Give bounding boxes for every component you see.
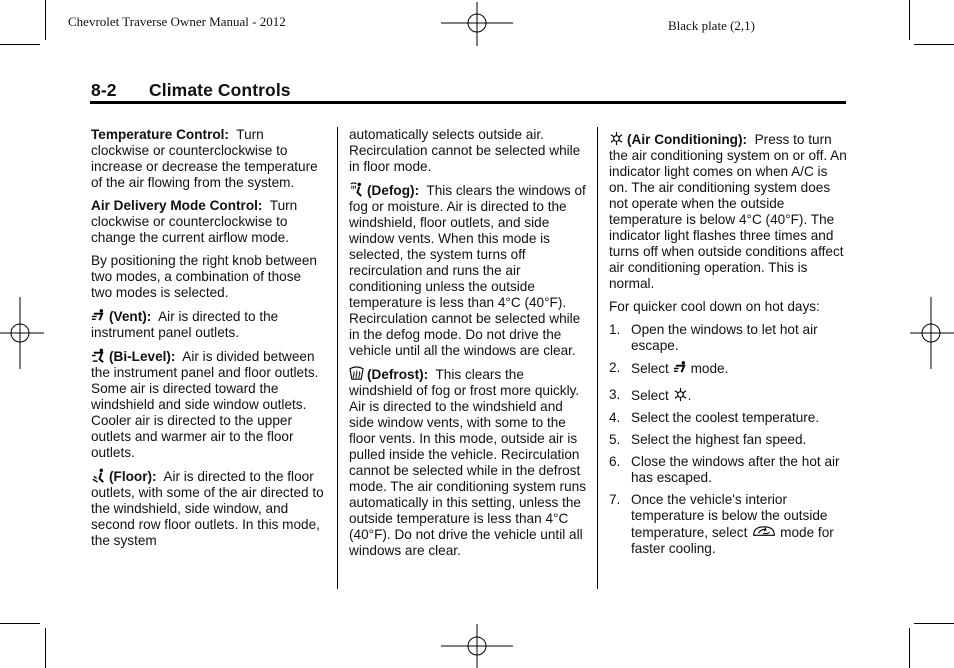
- column-2: [349, 127, 589, 566]
- step-number: 4.: [609, 410, 621, 425]
- bilevel-icon: [91, 348, 106, 363]
- step-text: Select the coolest temperature.: [631, 410, 820, 425]
- registration-mark-bottom: [441, 624, 513, 668]
- section-title: Climate Controls: [149, 80, 291, 100]
- paragraph-floor: [91, 468, 325, 549]
- step-text: Select: [631, 388, 669, 403]
- paragraph-vent: [91, 308, 325, 341]
- list-item: [609, 410, 849, 426]
- paragraph-quick-cool-intro: For quicker cool down on hot days:: [609, 299, 820, 314]
- list-item: [609, 432, 849, 448]
- term: (Floor):: [109, 469, 157, 484]
- step-number: 3.: [609, 387, 621, 402]
- registration-mark-left: [0, 297, 44, 369]
- step-number: 7.: [609, 492, 621, 507]
- list-item: [609, 454, 849, 486]
- section-heading: [91, 80, 291, 101]
- cool-down-steps: [609, 322, 849, 557]
- paragraph-defrost: [349, 366, 589, 559]
- term: (Defog):: [367, 183, 420, 198]
- crop-mark: [914, 623, 954, 624]
- step-text: Select the highest fan speed.: [631, 432, 807, 447]
- column-divider: [597, 127, 598, 589]
- section-number: 8-2: [91, 80, 117, 100]
- term: (Air Conditioning):: [627, 132, 748, 147]
- term: Temperature Control:: [91, 127, 229, 142]
- paragraph-bilevel: [91, 348, 325, 461]
- body-text: This clears the windshield of fog or frost more quickly. Air is directed to the windshield and side window vents, with some to the floor vents. In this mode, outside air is pulled inside the vehicle. Recirculation cannot be selected while in the defrost mode. The air conditioning system runs automatically in this setting, unless the outside temperature is less than 4°C (40°F). Do not drive the vehicle until all windows are clear.: [349, 367, 587, 558]
- step-number: 5.: [609, 432, 621, 447]
- step-number: 2.: [609, 360, 621, 375]
- crop-mark: [909, 628, 910, 668]
- recirculation-icon: [751, 524, 777, 539]
- vent-icon: [673, 360, 688, 375]
- list-item: [609, 387, 849, 404]
- term: (Vent):: [109, 309, 152, 324]
- column-3: [609, 131, 849, 563]
- crop-mark: [909, 0, 910, 40]
- ac-snowflake-icon: [609, 131, 624, 146]
- ac-snowflake-icon: [673, 387, 688, 402]
- step-text: Close the windows after the hot air has escaped.: [631, 454, 840, 485]
- crop-mark: [0, 623, 40, 624]
- crop-mark: [45, 628, 46, 668]
- step-text: mode.: [690, 361, 729, 376]
- paragraph-air-conditioning: [609, 131, 849, 292]
- step-text: .: [687, 388, 692, 403]
- floor-icon: [91, 468, 106, 483]
- registration-mark-top: [441, 2, 513, 46]
- crop-mark: [0, 44, 40, 45]
- column-1: [91, 127, 325, 556]
- body-text: Air is directed to the instrument panel outlets.: [91, 309, 279, 340]
- body-text: Press to turn the air conditioning system on or off. An indicator light comes on when A/C is on. The air conditioning system does not operate when the outside temperature is below 4°C (40°F). The indicator light flashes three times and turns off when outside conditions affect air conditioning operation. This is normal.: [609, 132, 847, 291]
- body-text: Air is divided between the instrument panel and floor outlets. Some air is directed toward the windshield and side window outlets. Cooler air is directed to the upper outlets and warmer air to the floor outlets.: [91, 349, 319, 460]
- paragraph-air-delivery: [91, 198, 325, 246]
- term: (Defrost):: [367, 367, 429, 382]
- body-text: Turn clockwise or counterclockwise to increase or decrease the temperature of the air flowing from the system.: [91, 127, 318, 190]
- column-divider: [337, 127, 338, 589]
- manual-title: Chevrolet Traverse Owner Manual - 2012: [68, 14, 286, 29]
- list-item: [609, 492, 849, 557]
- paragraph-floor-continued: automatically selects outside air. Recirculation cannot be selected while in floor mode.: [349, 127, 581, 174]
- defog-icon: [349, 182, 364, 197]
- step-number: 6.: [609, 454, 621, 469]
- list-item: [609, 322, 849, 354]
- paragraph-combination: By positioning the right knob between two modes, a combination of those two modes is selected.: [91, 253, 317, 300]
- body-text: Turn clockwise or counterclockwise to change the current airflow mode.: [91, 198, 298, 245]
- plate-label: Black plate (2,1): [668, 18, 755, 33]
- term: (Bi-Level):: [109, 349, 176, 364]
- step-text: Open the windows to let hot air escape.: [631, 322, 818, 353]
- step-text: Select: [631, 361, 669, 376]
- step-number: 1.: [609, 322, 621, 337]
- registration-mark-right: [910, 297, 954, 369]
- body-text: Air is directed to the floor outlets, with some of the air directed to the windshield, side window, and second row floor outlets. In this mode, the system: [91, 469, 324, 548]
- vent-icon: [91, 308, 106, 323]
- step-text: mode for faster cooling.: [631, 525, 834, 556]
- term: Air Delivery Mode Control:: [91, 198, 263, 213]
- body-text: This clears the windows of fog or moisture. Air is directed to the windshield, floor outlets, and side window vents. When this mode is selected, the system turns off recirculation and runs the air conditioning unless the outside temperature is less than 4°C (40°F). Recirculation cannot be selected while in the defog mode. Do not drive the vehicle until all the windows are clear.: [349, 183, 586, 358]
- paragraph-temperature: [91, 127, 325, 191]
- paragraph-defog: [349, 182, 589, 359]
- crop-mark: [914, 44, 954, 45]
- step-text: Once the vehicle's interior temperature is below the outside temperature, select: [631, 492, 828, 540]
- defrost-icon: [349, 366, 364, 381]
- heading-rule: [90, 101, 846, 104]
- list-item: [609, 360, 849, 377]
- crop-mark: [45, 0, 46, 40]
